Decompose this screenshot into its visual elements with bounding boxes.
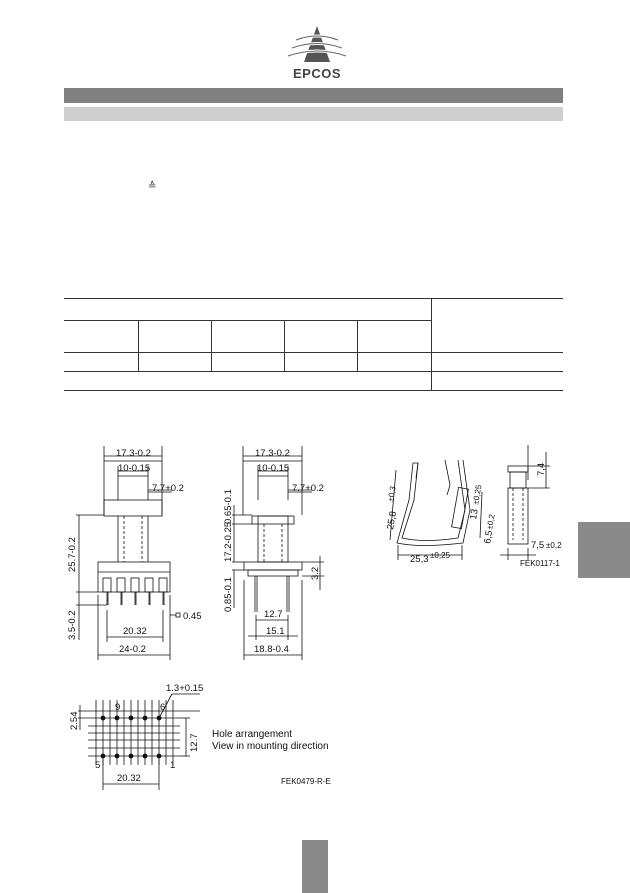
clip-top: 7,4	[536, 462, 547, 476]
side-flange-thickness: 0.65-0.1	[223, 489, 234, 524]
side-pin-height: 3.2	[310, 566, 321, 580]
side-winding-height: 17.2-0.25	[223, 521, 234, 562]
clip-height: 25,8	[385, 510, 400, 531]
clip-height-tol: ±0,3	[386, 485, 398, 503]
clip-width: 25,3	[410, 554, 429, 565]
clip-side-width: 7,5	[531, 540, 545, 551]
front-base-width: 24-0.2	[119, 644, 146, 655]
clip-foot-tol: ±0,2	[485, 513, 497, 531]
side-top-width: 17.3-0.2	[255, 448, 290, 459]
side-pin-span: 12.7	[264, 609, 283, 620]
correspondence-symbol: ≙	[148, 181, 157, 192]
front-top-width: 17.3-0.2	[116, 448, 151, 459]
pin-label-1: 1	[170, 760, 176, 771]
clip-width-tol: ±0,25	[430, 551, 450, 560]
hole-pitch: 2.54	[69, 711, 80, 730]
hole-diameter: 1.3+0.15	[166, 683, 204, 694]
hole-row-span: 12.7	[189, 733, 200, 752]
clip-slot-tol: ±0,25	[471, 484, 484, 506]
hole-caption-2: View in mounting direction	[212, 741, 329, 752]
hole-drawing-code: FEK0479-R-E	[281, 777, 331, 786]
hole-caption-1: Hole arrangement	[212, 729, 293, 740]
side-base-thickness: 0.85-0.1	[223, 577, 234, 612]
clip-slot: 13	[468, 508, 481, 521]
side-inner-base: 15.1	[266, 626, 285, 637]
clip-view	[390, 445, 550, 560]
hole-col-span: 20.32	[117, 773, 141, 784]
pin-label-5: 5	[95, 760, 101, 771]
clip-foot: 6,5	[482, 529, 496, 545]
front-height: 25.7-0.2	[67, 537, 78, 572]
front-pin-square: 0.45	[183, 611, 202, 622]
side-flange-width: 7.7+0.2	[292, 483, 324, 494]
clip-drawing-code: FEK0117-1	[520, 559, 560, 568]
side-inner-width: 10-0.15	[257, 463, 290, 474]
front-inner-width: 10-0.15	[118, 463, 151, 474]
brand-name: EPCOS	[292, 66, 341, 81]
front-flange-width: 7.7+0.2	[152, 483, 184, 494]
pin-label-6: 6	[160, 702, 166, 713]
pin-label-9: 9	[115, 702, 121, 713]
front-pin-span: 20.32	[123, 626, 147, 637]
side-base-width: 18.8-0.4	[254, 644, 289, 655]
front-pin-length: 3.5-0.2	[67, 610, 78, 640]
clip-side-tol: ±0,2	[546, 541, 562, 550]
